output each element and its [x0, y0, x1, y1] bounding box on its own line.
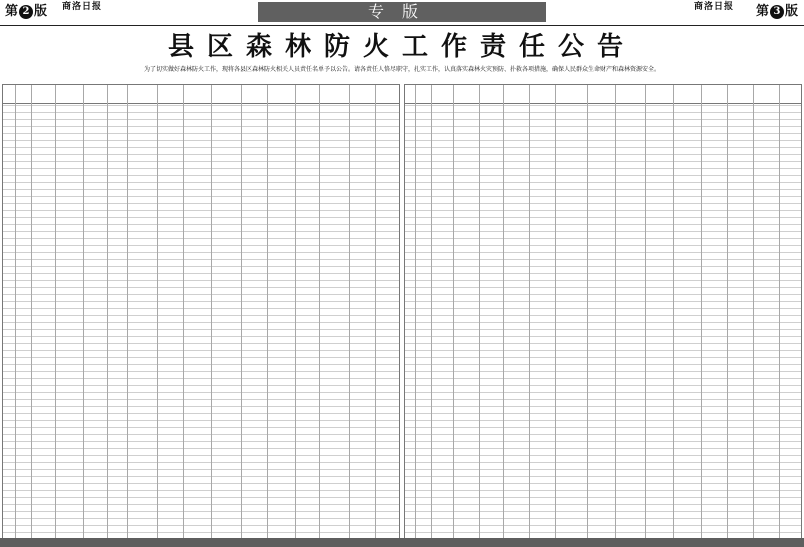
page-footer: [0, 538, 804, 547]
right-masthead: [694, 3, 756, 20]
page-header: [0, 0, 804, 24]
announcement-intro: [0, 66, 804, 73]
right-page-number: 第 3 版: [756, 4, 799, 19]
announcement-title: 县区森林防火工作责任公告: [167, 32, 636, 62]
left-masthead: [62, 3, 124, 20]
right-paper-name: 商洛日报: [694, 2, 735, 12]
left-responsibility-table: [2, 84, 400, 539]
left-page-number: 第 2 版: [5, 4, 48, 19]
header-rule: [0, 25, 804, 26]
right-page-num-badge: 3: [770, 5, 784, 19]
intro-line-1: 为了切实做好森林防火工作，现将各县区森林防火相关人员责任名单予以公告。请各责任人恪尽职守，扎实工作，认真落实森林火灾预防、扑救各项措施，确保人民群众生命财产和森林资源安全。: [143, 66, 660, 73]
right-responsibility-table: [404, 84, 802, 539]
section-banner: 专版: [258, 2, 546, 22]
left-page-num-badge: 2: [19, 5, 33, 19]
left-paper-name: 商洛日报: [62, 2, 103, 12]
